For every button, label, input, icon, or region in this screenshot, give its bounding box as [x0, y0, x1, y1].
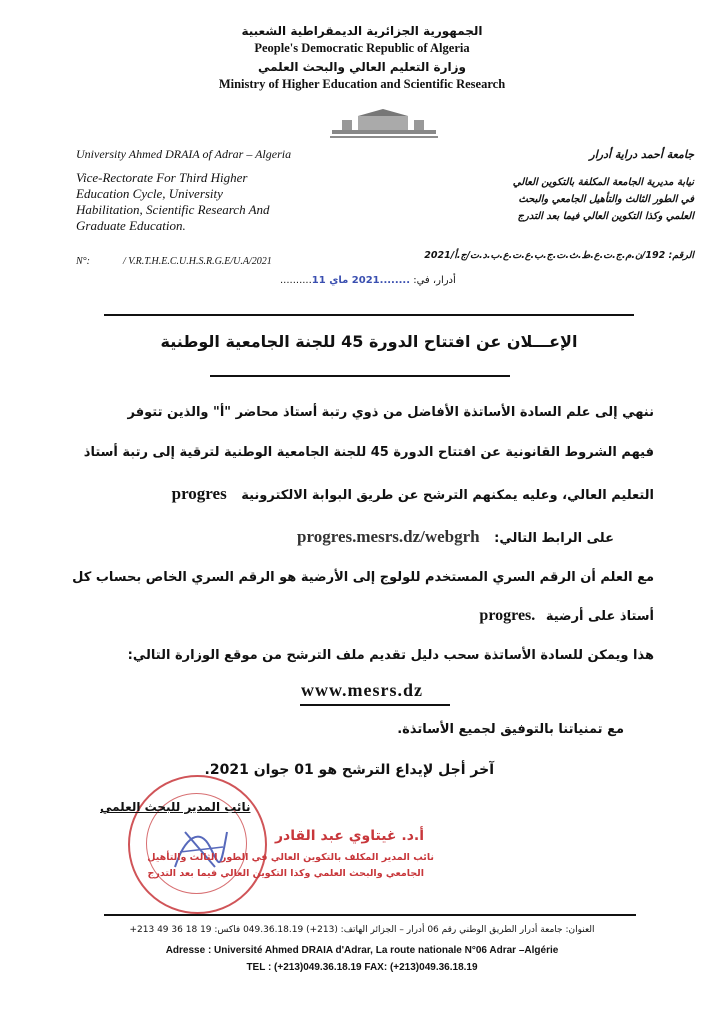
vice-rectorate-block	[76, 170, 316, 234]
vice-rectorate-line: Vice-Rectorate For Third Higher	[76, 170, 248, 185]
date-value: 2021 ماي 11	[311, 275, 380, 286]
footer-address-ar: العنوان: جامعة أدرار الطريق الوطني رقم 06 أدرار – الجزائر الهاتف: (213+) 049.36.18.19 فاكس: 19 18 36 49 213+	[129, 925, 595, 935]
official-stamp	[128, 775, 267, 914]
announcement-title: الإعـــلان عن افتتاح الدورة 45 للجنة الجامعية الوطنية	[160, 332, 578, 351]
reference-number-ar: الرقم: 192/ن.م.ج.ت.ع.ط.ث.ت.ج.ب.ع.ت.ع.ب.د.ت/ج.أ/2021	[424, 250, 694, 261]
link-line	[297, 527, 614, 547]
ref-value: / V.R.T.H.E.C.U.H.S.R.G.E/U.A/2021	[123, 256, 272, 267]
vice-rectorate-line: Education Cycle, University	[76, 186, 223, 201]
republic-ar: الجمهورية الجزائرية الديمقراطية الشعبية	[241, 24, 483, 38]
ministry-ar: وزارة التعليم العالي والبحث العلمي	[257, 60, 467, 74]
reference-number-en	[76, 254, 272, 270]
paragraph-line-6-text: أستاذ على أرضية	[545, 609, 654, 624]
signatory-role-1: نائب المدير المكلف بالتكوين العالي في الطور الثالث والتأهيل	[147, 852, 434, 863]
signatory-title: نائب المدير للبحث العلمي	[100, 800, 251, 814]
republic-en: People's Democratic Republic of Algeria	[254, 41, 470, 55]
footer-contact: TEL : (+213)049.36.18.19 FAX: (+213)049.36.18.19	[246, 962, 478, 973]
vice-rectorate-line: Graduate Education.	[76, 218, 186, 233]
footer-address-fr: Adresse : Université Ahmed DRAIA d'Adrar, La route nationale N°06 Adrar –Algérie	[165, 945, 559, 956]
university-name-ar: جامعة أحمد دراية أدرار	[589, 148, 694, 161]
vice-rectorate-line: Habilitation, Scientific Research And	[76, 202, 270, 217]
vice-rectorate-ar-line: في الطور الثالث والتأهيل الجامعي والبحث	[518, 194, 694, 205]
deadline: آخر أجل لإيداع الترشح هو 01 جوان 2021.	[204, 762, 494, 778]
vice-rectorate-ar-block	[434, 174, 694, 225]
paragraph-line-3	[172, 484, 654, 504]
signatory-name: أ.د. غيتاوي عبد القادر	[274, 828, 424, 844]
ministry-url[interactable]: www.mesrs.dz	[301, 680, 423, 700]
paragraph-line-2: فيهم الشروط القانونية عن افتتاح الدورة 45 للجنة الجامعية الوطنية لترقية إلى رتبة أستاذ	[83, 445, 654, 460]
url-underline	[300, 704, 450, 706]
footer-rule	[104, 914, 636, 916]
ministry-website	[0, 680, 724, 701]
title-bottom-rule	[210, 375, 510, 377]
progres-platform: progres.	[479, 607, 536, 624]
paragraph-line-7: هذا ويمكن للسادة الأساتذة سحب دليل تقديم ملف الترشح من موقع الوزارة التالي:	[127, 648, 654, 663]
vice-rectorate-ar-line: العلمي وكذا التكوين العالي فيما بعد التدرج	[517, 211, 694, 222]
closing-wish: مع تمنياتنا بالتوفيق لجميع الأساتذة.	[397, 722, 624, 737]
progres-link[interactable]: progres.mesrs.dz/webgrh	[297, 527, 480, 546]
title-top-rule	[104, 314, 634, 316]
paragraph-line-6	[479, 607, 654, 625]
date-prefix: أدرار، في:	[413, 275, 456, 286]
paragraph-line-5: مع العلم أن الرقم السري المستخدم للولوج إلى الأرضية هو الرقم السري الخاص بحساب كل	[72, 570, 654, 585]
paragraph-line-3-text: التعليم العالي، وعليه يمكنهم الترشح عن طريق البوابة الالكترونية	[241, 488, 654, 503]
ref-label: N°:	[76, 256, 90, 267]
university-name-en: University Ahmed DRAIA of Adrar – Algeria	[76, 147, 292, 161]
date-line: أدرار، في: ........2021 ماي 11..........	[280, 275, 456, 286]
paragraph-line-1: ننهي إلى علم السادة الأساتذة الأفاضل من ذوي رتبة أستاذ محاضر "أ" والذين تتوفر	[127, 405, 654, 420]
vice-rectorate-ar-line: نيابة مديرية الجامعة المكلفة بالتكوين العالي	[512, 177, 694, 188]
university-logo	[328, 108, 440, 140]
ministry-en: Ministry of Higher Education and Scientific Research	[218, 77, 506, 91]
signatory-role-2: الجامعي والبحث العلمي وكذا التكوين العالي فيما بعد التدرج	[147, 868, 424, 879]
link-label: على الرابط التالي:	[494, 531, 614, 546]
progres-name: progres	[171, 484, 227, 503]
